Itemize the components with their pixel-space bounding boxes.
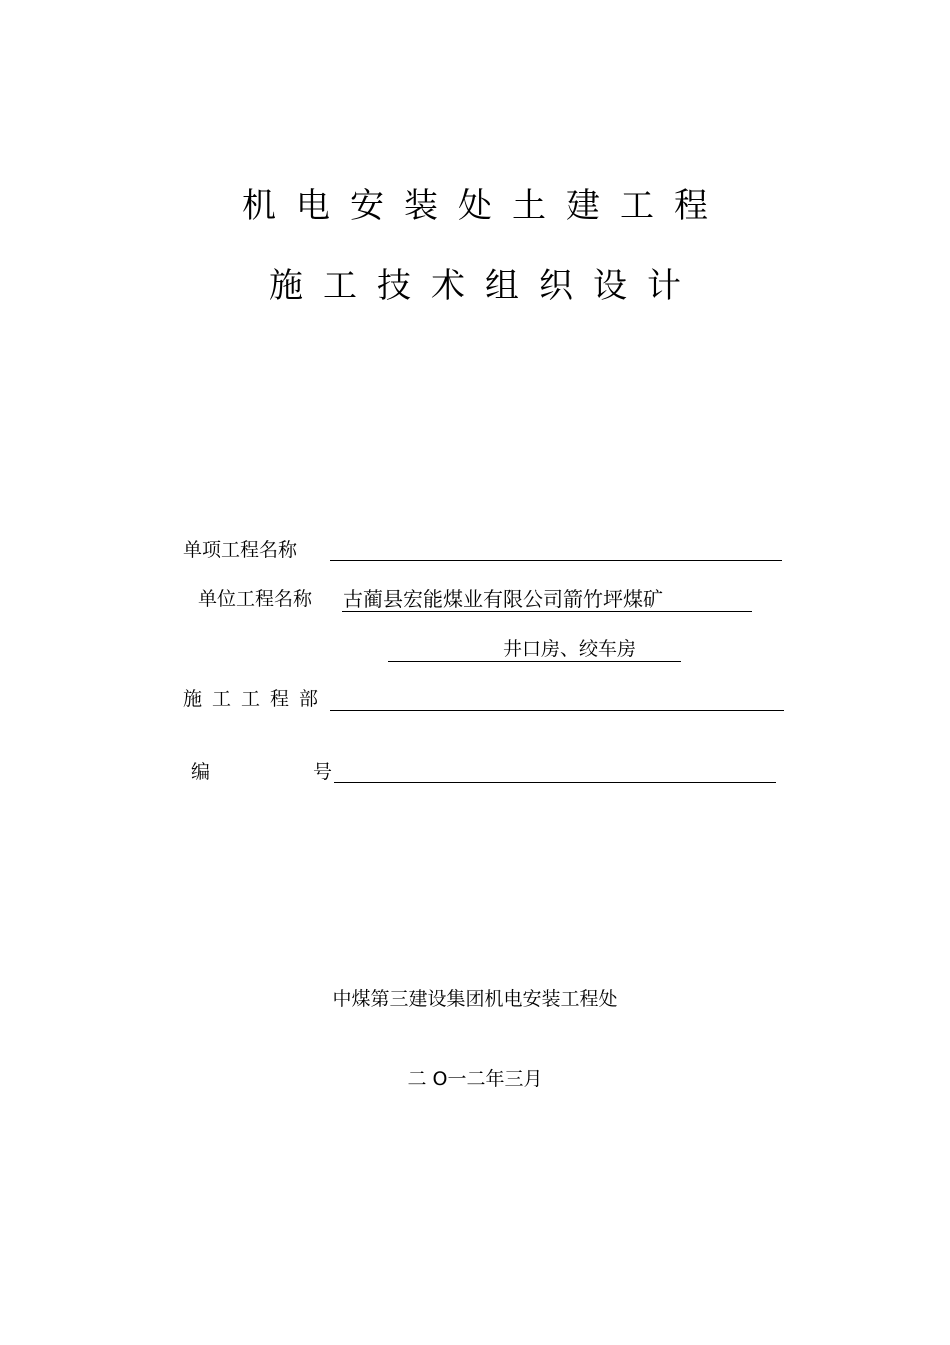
construction-dept-label: 施工工程部: [183, 688, 329, 710]
unit-project-value-line2: 井口房、绞车房: [503, 638, 637, 660]
unit-project-value-line1: 古蔺县宏能煤业有限公司箭竹坪煤矿: [343, 587, 663, 611]
number-label-right: 号: [313, 761, 333, 783]
unit-project-label: 单位工程名称: [198, 588, 313, 610]
single-project-label: 单项工程名称: [183, 539, 298, 561]
issue-date: 二 O一二年三月: [407, 1068, 543, 1090]
number-label-left: 编: [191, 761, 211, 783]
issuing-organization: 中煤第三建设集团机电安装工程处: [332, 988, 618, 1010]
number-field: [334, 758, 776, 783]
document-title-line2: 施工技术组织设计: [269, 266, 701, 306]
document-title-line1: 机电安装处土建工程: [242, 186, 728, 226]
construction-dept-field: [330, 686, 784, 711]
single-project-field: [330, 538, 782, 561]
